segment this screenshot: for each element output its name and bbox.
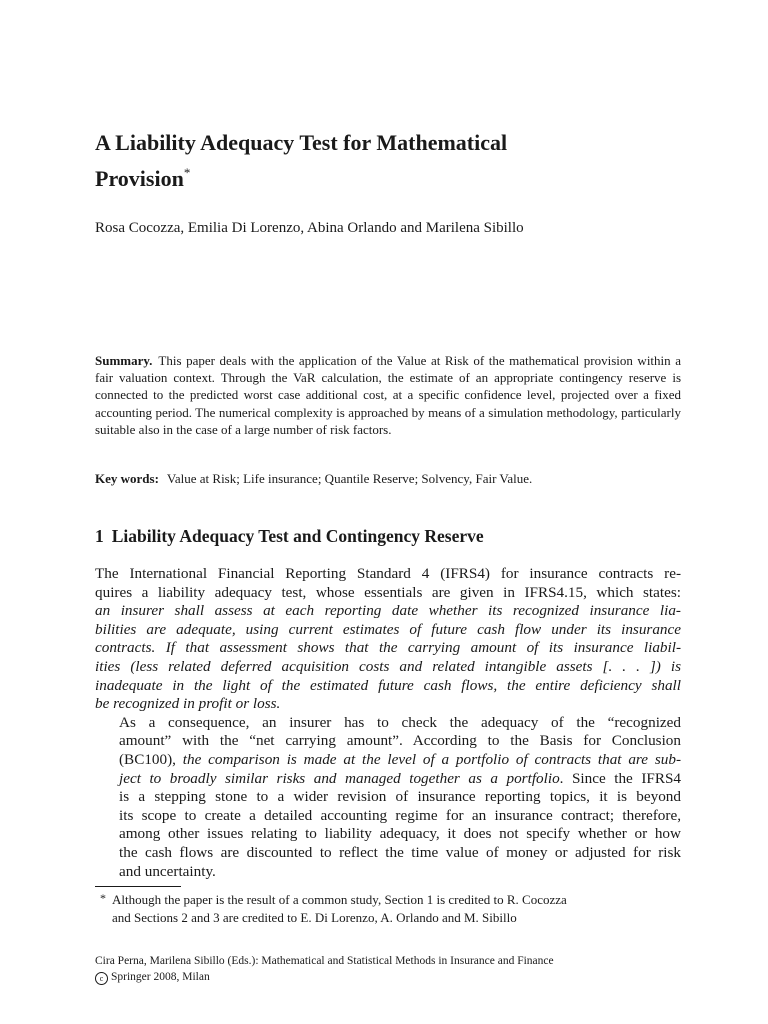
- basis-quote: ject to broadly similar risks and managed together as a portfolio: [119, 769, 560, 787]
- paragraph-2-line: among other issues relating to liability adequacy, it does not specify whether or how: [119, 825, 681, 843]
- title-footnote-mark: *: [183, 165, 191, 180]
- publisher-text: Springer 2008, Milan: [111, 971, 210, 983]
- title-line-2: Provision: [95, 166, 184, 191]
- paragraph-2-line: As a consequence, an insurer has to check the adequacy of the “recognized: [119, 713, 681, 731]
- section-title: Liability Adequacy Test and Contingency Reserve: [111, 526, 484, 546]
- keywords-block: [95, 470, 532, 487]
- paragraph-2-line: is a stepping stone to a wider revision of insurance reporting topics, it is beyond: [119, 788, 681, 806]
- section-number: 1: [95, 526, 104, 546]
- paragraph-2-line: [95, 770, 681, 789]
- paragraph-2-line: [95, 751, 681, 770]
- summary-label: Summary.: [95, 353, 153, 368]
- paragraph-1-line: quires a liability adequacy test, whose essentials are given in IFRS4.15, which states:: [95, 583, 681, 601]
- basis-quote: the comparison is made at the level of a portfolio of contracts that are sub-: [182, 750, 682, 768]
- summary-block: [95, 352, 681, 438]
- title-line-1: A Liability Adequacy Test for Mathematical: [95, 130, 508, 155]
- quote-line: ities (less related deferred acquisition costs and related intangible assets [. . . ]) is: [95, 657, 681, 675]
- publisher-line: [95, 969, 554, 985]
- footnote-line: and Sections 2 and 3 are credited to E. Di Lorenzo, A. Orlando and M. Sibillo: [112, 910, 517, 925]
- paper-title: [95, 128, 615, 194]
- footnote-line: Although the paper is the result of a common study, Section 1 is credited to R. Cocozza: [112, 892, 567, 907]
- copyright-icon: c: [95, 972, 108, 985]
- copyright-block: [95, 953, 554, 985]
- quote-line: inadequate in the light of the estimated future cash flows, the entire deficiency shall: [95, 676, 681, 694]
- keywords-text: Value at Risk; Life insurance; Quantile Reserve; Solvency, Fair Value.: [166, 471, 533, 486]
- quote-line: be recognized in profit or loss.: [95, 695, 281, 713]
- quote-line: an insurer shall assess at each reporting date whether its recognized insurance lia-: [95, 602, 681, 620]
- body-text: [95, 565, 681, 881]
- paragraph-2-line: amount” with the “net carrying amount”. According to the Basis for Conclusion: [119, 732, 681, 750]
- paragraph-2-line: the cash flows are discounted to reflect the time value of money or adjusted for risk: [119, 843, 681, 861]
- keywords-label: Key words:: [95, 471, 159, 486]
- footnote: [95, 891, 681, 927]
- paragraph-2: [95, 714, 681, 881]
- footnote-rule: [95, 886, 181, 887]
- footnote-mark: *: [100, 891, 106, 905]
- summary-text: This paper deals with the application of the Value at Risk of the mathematical provision within a fair valuation context. Through the VaR calculation, the estimate of an appropriate contingency reserve is connected to the predicted worst case additional cost, at a specific confidence level, projected over a fixed accounting period. The numerical complexity is approached by means of a simulation methodology, particularly suitable also in the case of a large number of risk factors.: [95, 353, 681, 437]
- section-heading: [95, 525, 484, 547]
- quote-line: contracts. If that assessment shows that the carrying amount of its insurance liabil-: [95, 639, 681, 657]
- author-list: Rosa Cocozza, Emilia Di Lorenzo, Abina Orlando and Marilena Sibillo: [95, 220, 524, 236]
- paragraph-2-line: and uncertainty.: [119, 862, 216, 880]
- book-citation: Cira Perna, Marilena Sibillo (Eds.): Mathematical and Statistical Methods in Insurance and Finance: [95, 955, 554, 967]
- paragraph-1: [95, 565, 681, 714]
- basis-reference: (BC100),: [119, 750, 183, 768]
- paragraph-2-line: its scope to create a detailed accounting regime for an insurance contract; therefore,: [119, 806, 681, 824]
- paragraph-1-line: The International Financial Reporting Standard 4 (IFRS4) for insurance contracts re-: [95, 565, 681, 582]
- quote-line: bilities are adequate, using current estimates of future cash flow under its insurance: [95, 620, 681, 638]
- ifrs4-text: . Since the IFRS4: [559, 769, 681, 787]
